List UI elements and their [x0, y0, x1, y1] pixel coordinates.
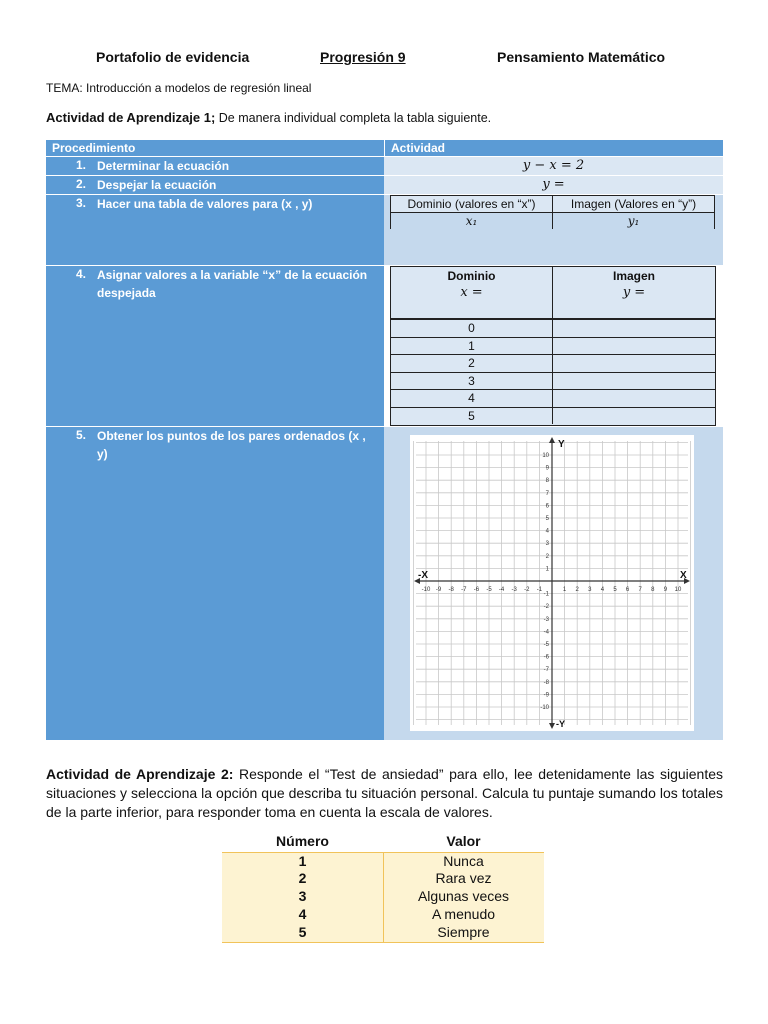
scale-header-number: Número [276, 833, 329, 849]
x-positive-label: X [680, 570, 687, 581]
y-tick-label: 6 [545, 503, 549, 510]
column-header-procedure: Procedimiento [46, 140, 384, 156]
y-tick-label: 1 [545, 566, 549, 573]
column-header-activity: Actividad [384, 140, 723, 156]
row-number: 4. [76, 267, 87, 281]
x-negative-label: -X [418, 570, 428, 581]
scale-header [222, 833, 544, 851]
header-subject: Pensamiento Matemático [497, 49, 666, 65]
y-tick-label: 10 [542, 453, 549, 459]
domain-equation: x = [460, 285, 483, 300]
values-header-image: Imagen (Valores en “y”) [553, 196, 714, 213]
assign-header-domain [391, 267, 553, 319]
topic-line: TEMA: Introducción a modelos de regresión lineal [46, 81, 312, 95]
activity1-instruction [46, 110, 491, 125]
y-tick-label: -4 [543, 629, 549, 636]
scale-value: A menudo [431, 906, 496, 922]
plane-cell [384, 427, 723, 740]
row-number: 2. [76, 177, 87, 191]
domain-value-cell: 2 [391, 354, 553, 372]
procedure-row-1 [46, 157, 384, 175]
y-tick-label: -3 [543, 616, 549, 623]
y-tick-label: -7 [543, 667, 549, 674]
domain-value-cell: 5 [391, 407, 553, 425]
activity1-label: Actividad de Aprendizaje 1; [46, 110, 216, 125]
y-axis-arrow-down [549, 723, 555, 729]
scale-value: Rara vez [435, 870, 492, 886]
domain-value-cell: 4 [391, 389, 553, 407]
y-tick-label: -10 [540, 705, 549, 711]
x-tick-label: 8 [651, 587, 655, 593]
x-tick-label: 4 [600, 587, 605, 593]
x-tick-label: -8 [448, 587, 454, 593]
domain-value-cell: 0 [391, 319, 553, 337]
row-text: Obtener los puntos de los pares ordenados (x , y) [97, 429, 366, 461]
cartesian-plane [410, 435, 694, 731]
y-tick-label: -5 [543, 642, 549, 648]
x-tick-label: -9 [435, 587, 442, 593]
y-tick-label: 5 [545, 516, 549, 522]
activity2-instruction [46, 765, 723, 822]
solve-equation-cell: y = [384, 176, 723, 194]
row-number: 5. [76, 428, 87, 442]
row-number: 1. [76, 158, 87, 172]
image-value-cell[interactable] [553, 407, 715, 425]
domain-label: Dominio [447, 269, 496, 283]
x-tick-label: -6 [473, 587, 480, 593]
assign-table [390, 266, 716, 426]
procedure-row-2 [46, 176, 384, 194]
assign-table-cell [384, 266, 723, 426]
y-tick-label: -8 [543, 679, 549, 686]
scale-row [222, 906, 544, 925]
scale-number: 4 [298, 906, 307, 922]
scale-number: 5 [298, 924, 307, 940]
x-tick-label: -1 [536, 587, 543, 593]
values-x1: x₁ [391, 213, 553, 229]
x-tick-label: 9 [663, 587, 668, 593]
x-tick-label: 2 [575, 587, 579, 593]
image-value-cell[interactable] [553, 319, 715, 337]
scale-value: Algunas veces [417, 888, 510, 904]
procedure-table [46, 140, 723, 740]
image-value-cell[interactable] [553, 372, 715, 390]
activity2-label: Actividad de Aprendizaje 2: [46, 766, 234, 782]
x-tick-label: 6 [625, 587, 630, 593]
x-tick-label: 3 [588, 587, 592, 593]
image-value-cell[interactable] [553, 337, 715, 355]
scale-header-value: Valor [446, 833, 481, 849]
x-tick-label: 10 [674, 587, 682, 593]
domain-value-cell: 1 [391, 337, 553, 355]
y-axis-arrow-up [549, 437, 555, 443]
procedure-row-3 [46, 195, 384, 265]
y-tick-label: -9 [543, 692, 549, 699]
image-value-cell[interactable] [553, 354, 715, 372]
scale-number: 3 [298, 888, 307, 904]
scale-row [222, 888, 544, 907]
scale-value: Siempre [437, 924, 490, 940]
header-progression: Progresión 9 [320, 49, 406, 65]
x-tick-label: 7 [638, 587, 642, 593]
activity1-text: De manera individual completa la tabla siguiente. [215, 111, 492, 125]
scale-row [222, 852, 544, 872]
values-y1: y₁ [627, 214, 640, 228]
x-tick-label: -10 [421, 587, 431, 593]
x-tick-label: -3 [511, 587, 517, 593]
y-tick-label: -2 [543, 604, 549, 611]
procedure-row-5 [46, 427, 384, 740]
x-tick-label: -4 [498, 587, 505, 593]
x-tick-label: 1 [562, 587, 567, 593]
scale-value: Nunca [443, 853, 484, 869]
x-tick-label: 5 [613, 587, 617, 593]
activity2-text: Responde el “Test de ansiedad” para ello, lee detenidamente las siguientes situaciones y selecciona la opción que describa tu situación personal. Calcula tu puntaje sumando los totales de la parte inferior, para responder toma en cuenta la escala de valores. [46, 766, 724, 820]
scale-number: 1 [298, 853, 307, 869]
image-equation: y = [622, 285, 646, 300]
scale-row [222, 924, 544, 943]
image-value-cell[interactable] [553, 389, 715, 407]
y-tick-label: 2 [545, 553, 549, 560]
scale-number: 2 [298, 870, 307, 886]
y-tick-label: 9 [545, 465, 549, 472]
y-tick-label: 8 [545, 478, 549, 485]
y-tick-label: 7 [545, 490, 549, 497]
image-label: Imagen [612, 269, 655, 283]
row-text: Hacer una tabla de valores para (x , y) [97, 197, 313, 211]
values-table [390, 195, 715, 229]
y-tick-label: -6 [543, 654, 549, 661]
equation-cell: y − x = 2 [384, 157, 723, 175]
row-text: Determinar la ecuación [97, 159, 230, 173]
header-portfolio: Portafolio de evidencia [96, 49, 250, 65]
x-tick-label: -5 [486, 587, 492, 593]
y-tick-label: 3 [545, 541, 549, 548]
x-tick-label: -2 [524, 587, 530, 593]
values-table-cell [384, 195, 723, 265]
scale-row [222, 870, 544, 889]
procedure-row-4 [46, 266, 384, 426]
y-negative-label: -Y [556, 719, 565, 729]
y-tick-label: 4 [545, 528, 549, 535]
y-positive-label: Y [558, 439, 565, 450]
row-text: Asignar valores a la variable “x” de la ecuación despejada [97, 268, 368, 300]
y-tick-label: -1 [543, 591, 549, 598]
domain-value-cell: 3 [391, 372, 553, 390]
values-header-domain: Dominio (valores en “x”) [391, 196, 553, 213]
x-tick-label: -7 [461, 587, 467, 593]
row-number: 3. [76, 196, 87, 210]
row-text: Despejar la ecuación [97, 178, 217, 192]
assign-header-image [553, 267, 715, 319]
